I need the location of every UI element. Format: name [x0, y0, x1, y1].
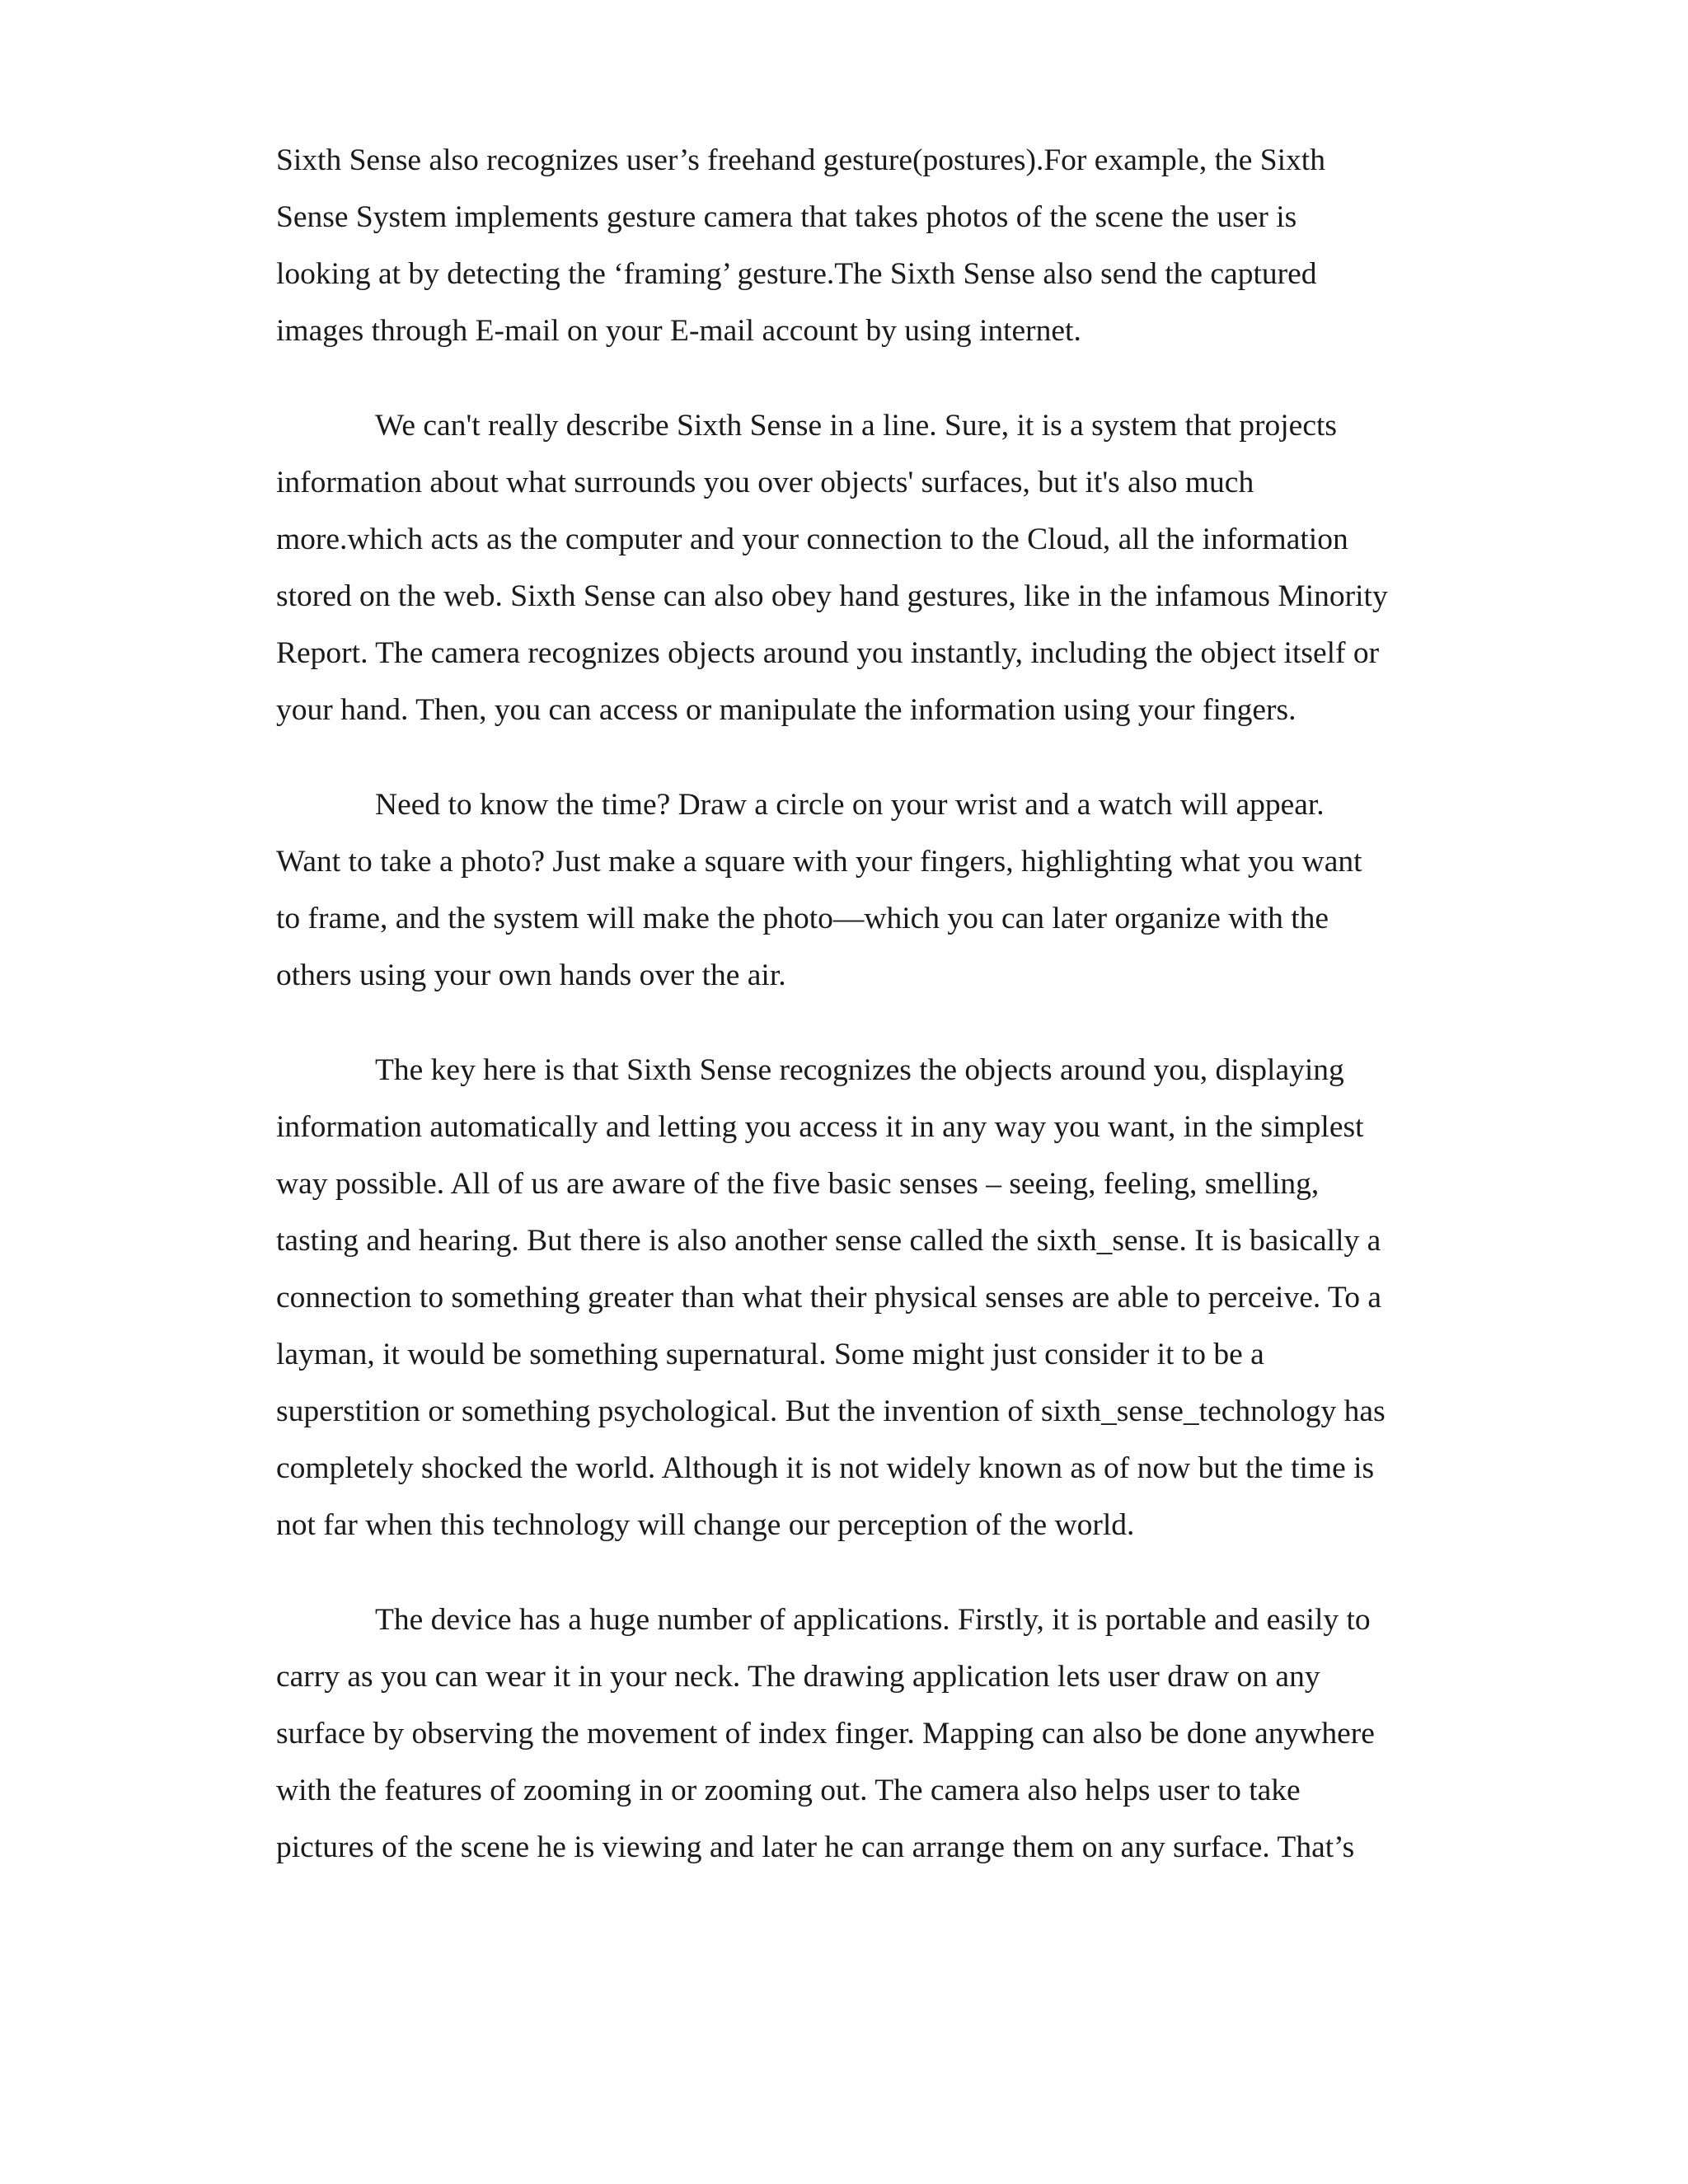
text-line: We can't really describe Sixth Sense in a line. Sure, it is a system that projects [375, 409, 1337, 443]
text-line: not far when this technology will change our perception of the world. [276, 1508, 1135, 1542]
text-line: Sixth Sense also recognizes user’s freehand gesture(postures).For example, the Sixth [276, 143, 1325, 177]
text-line: Sense System implements gesture camera that takes photos of the scene the user is [276, 200, 1297, 234]
text-line: surface by observing the movement of index finger. Mapping can also be done anywhere [276, 1717, 1375, 1750]
paragraph-1 [276, 132, 1463, 359]
text-line: more.which acts as the computer and your connection to the Cloud, all the information [276, 523, 1348, 556]
text-line: information about what surrounds you over objects' surfaces, but it's also much [276, 466, 1254, 499]
text-line: to frame, and the system will make the photo—which you can later organize with the [276, 902, 1329, 935]
text-line: way possible. All of us are aware of the five basic senses – seeing, feeling, smelling, [276, 1167, 1320, 1201]
text-line: information automatically and letting you access it in any way you want, in the simplest [276, 1110, 1364, 1144]
text-line: The device has a huge number of applications. Firstly, it is portable and easily to [375, 1603, 1371, 1637]
paragraph-3 [276, 776, 1463, 1004]
text-line: Report. The camera recognizes objects around you instantly, including the object itself or [276, 636, 1380, 670]
text-line: tasting and hearing. But there is also another sense called the sixth_sense. It is basically a [276, 1224, 1381, 1258]
paragraph-4 [276, 1042, 1463, 1554]
text-line: with the features of zooming in or zooming out. The camera also helps user to take [276, 1774, 1301, 1807]
text-line: images through E-mail on your E-mail account by using internet. [276, 314, 1081, 348]
text-line: carry as you can wear it in your neck. The drawing application lets user draw on any [276, 1660, 1320, 1694]
text-line: pictures of the scene he is viewing and later he can arrange them on any surface. That’s [276, 1830, 1355, 1864]
text-line: superstition or something psychological. But the invention of sixth_sense_technology has [276, 1394, 1386, 1428]
text-line: Need to know the time? Draw a circle on your wrist and a watch will appear. [375, 788, 1325, 822]
text-line: Want to take a photo? Just make a square with your fingers, highlighting what you want [276, 845, 1362, 879]
text-line: completely shocked the world. Although it is not widely known as of now but the time is [276, 1451, 1375, 1485]
paragraph-5 [276, 1591, 1463, 1876]
text-line: layman, it would be something supernatural. Some might just consider it to be a [276, 1338, 1264, 1371]
text-line: The key here is that Sixth Sense recognizes the objects around you, displaying [375, 1053, 1344, 1087]
paragraph-2 [276, 397, 1463, 738]
text-line: your hand. Then, you can access or manipulate the information using your fingers. [276, 693, 1296, 727]
text-line: stored on the web. Sixth Sense can also obey hand gestures, like in the infamous Minority [276, 579, 1388, 613]
text-line: others using your own hands over the air. [276, 958, 786, 992]
text-line: looking at by detecting the ‘framing’ gesture.The Sixth Sense also send the captured [276, 257, 1317, 291]
document-body [276, 132, 1463, 1914]
text-line: connection to something greater than what their physical senses are able to perceive. To a [276, 1281, 1381, 1315]
